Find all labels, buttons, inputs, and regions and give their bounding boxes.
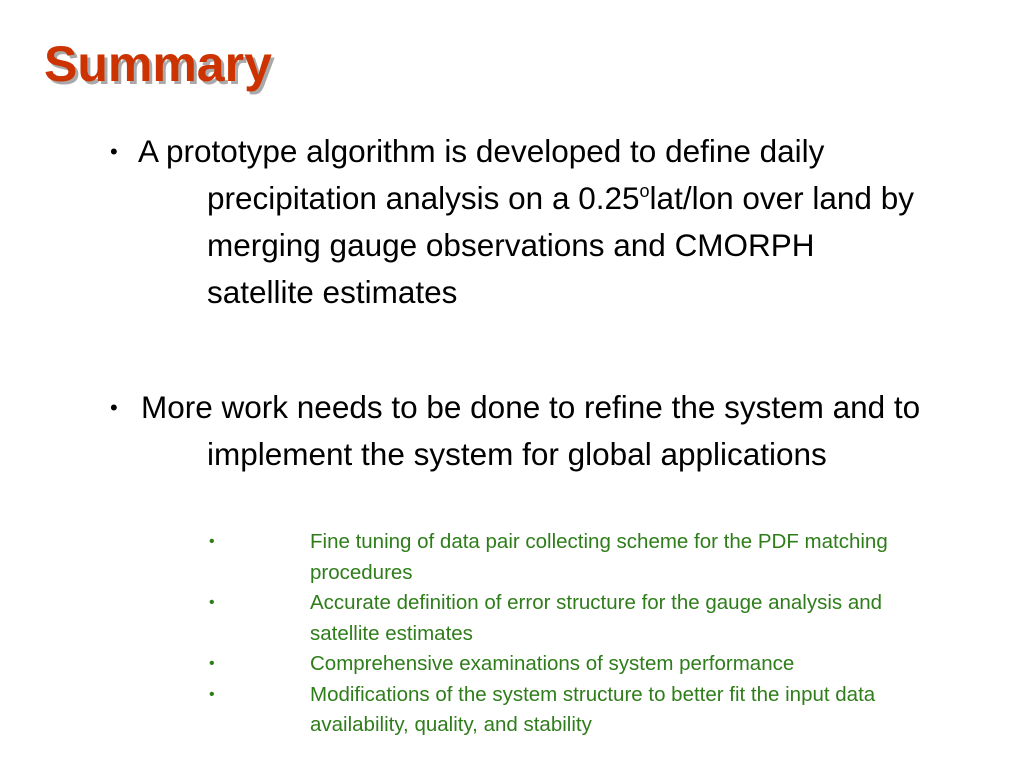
bullet-text-part-1: A prototype algorithm is developed to define daily precipitation analysis on a 0.25 [138, 133, 825, 216]
sub-bullet-item [0, 588, 1024, 649]
sub-bullet-text: Accurate definition of error structure for the gauge analysis and satellite estimates [310, 591, 883, 645]
sub-bullet-marker: • [209, 685, 215, 703]
sub-bullet-marker: • [209, 594, 215, 611]
sub-bullet-marker: • [209, 655, 215, 672]
sub-bullet-text: Modifications of the system structure to better fit the input data availability, quality, and stability [310, 682, 876, 736]
bullet-marker: • [110, 395, 118, 420]
degree-superscript: o [639, 181, 650, 201]
sub-bullet-marker: • [209, 533, 215, 550]
sub-bullet-item [0, 680, 1024, 741]
sub-bullet-text: Fine tuning of data pair collecting scheme for the PDF matching procedures [310, 530, 888, 584]
sub-bullet-item [0, 649, 1024, 680]
bullet-marker: • [110, 139, 118, 164]
sub-bullet-text: Comprehensive examinations of system performance [310, 652, 795, 675]
slide-title: Summary [44, 36, 272, 92]
sub-bullet-item [0, 527, 1024, 588]
sub-bullet-list [0, 527, 1024, 741]
bullet-text-part-2: lat/lon over land by merging gauge observations and CMORPH satellite estimates [207, 180, 914, 310]
bullet-text: More work needs to be done to refine the system and to implement the system for global applications [141, 389, 921, 472]
bullet-text [138, 128, 927, 316]
